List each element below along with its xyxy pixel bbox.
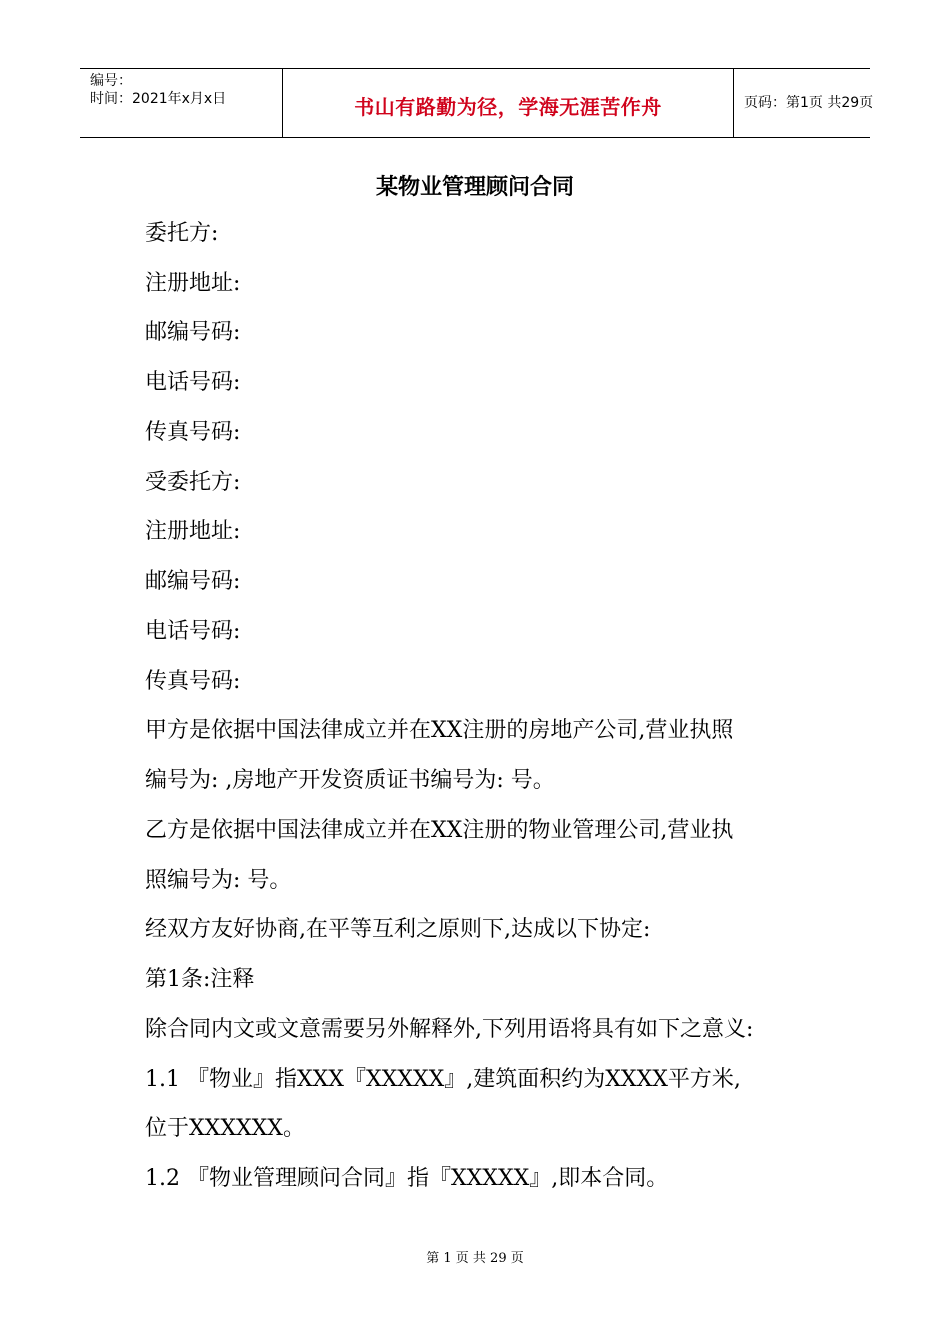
- header-motto: 书山有路勤为径，学海无涯苦作舟: [354, 95, 662, 119]
- document-date-label: 时间：2021年x月x日: [90, 91, 227, 107]
- paragraph-line: 除合同内文或文意需要另外解释外,下列用语将具有如下之意义:: [145, 1017, 754, 1042]
- document-title: 某物业管理顾问合同: [375, 174, 574, 200]
- page-header: [80, 68, 874, 138]
- header-motto-cell: [282, 69, 734, 137]
- header-page-cell: [734, 69, 874, 137]
- paragraph-line: 受委托方:: [145, 470, 241, 495]
- paragraph-line: 电话号码:: [145, 370, 241, 395]
- paragraph-line: 经双方友好协商,在平等互利之原则下,达成以下协定:: [145, 917, 651, 942]
- paragraph-line: 注册地址:: [145, 519, 241, 544]
- paragraph-line: 传真号码:: [145, 669, 241, 694]
- paragraph-line: 传真号码:: [145, 420, 241, 445]
- page-footer: 第 1 页 共 29 页: [426, 1251, 524, 1266]
- paragraph-line: 电话号码:: [145, 619, 241, 644]
- paragraph-line: 乙方是依据中国法律成立并在XX注册的物业管理公司,营业执: [145, 818, 734, 843]
- paragraph-line: 照编号为: 号。: [145, 868, 292, 893]
- paragraph-line: 邮编号码:: [145, 569, 241, 594]
- paragraph-line: 邮编号码:: [145, 320, 241, 345]
- paragraph-line: 委托方:: [145, 221, 219, 246]
- header-left-cell: [80, 69, 282, 137]
- paragraph-line: 注册地址:: [145, 271, 241, 296]
- header-page-label: 页码：第1页 共29页: [744, 95, 874, 111]
- document-number-label: 编号：: [90, 73, 132, 89]
- paragraph-line: 甲方是依据中国法律成立并在XX注册的房地产公司,营业执照: [145, 718, 734, 743]
- paragraph-line: 编号为: ,房地产开发资质证书编号为: 号。: [145, 768, 555, 793]
- clause-line: 1.1 『物业』指XXX『XXXXX』,建筑面积约为XXXX平方米,: [145, 1067, 741, 1092]
- section-heading: 第1条:注释: [145, 967, 255, 992]
- clause-line: 位于XXXXXX。: [145, 1116, 305, 1141]
- clause-line: 1.2 『物业管理顾问合同』指『XXXXX』,即本合同。: [145, 1166, 669, 1191]
